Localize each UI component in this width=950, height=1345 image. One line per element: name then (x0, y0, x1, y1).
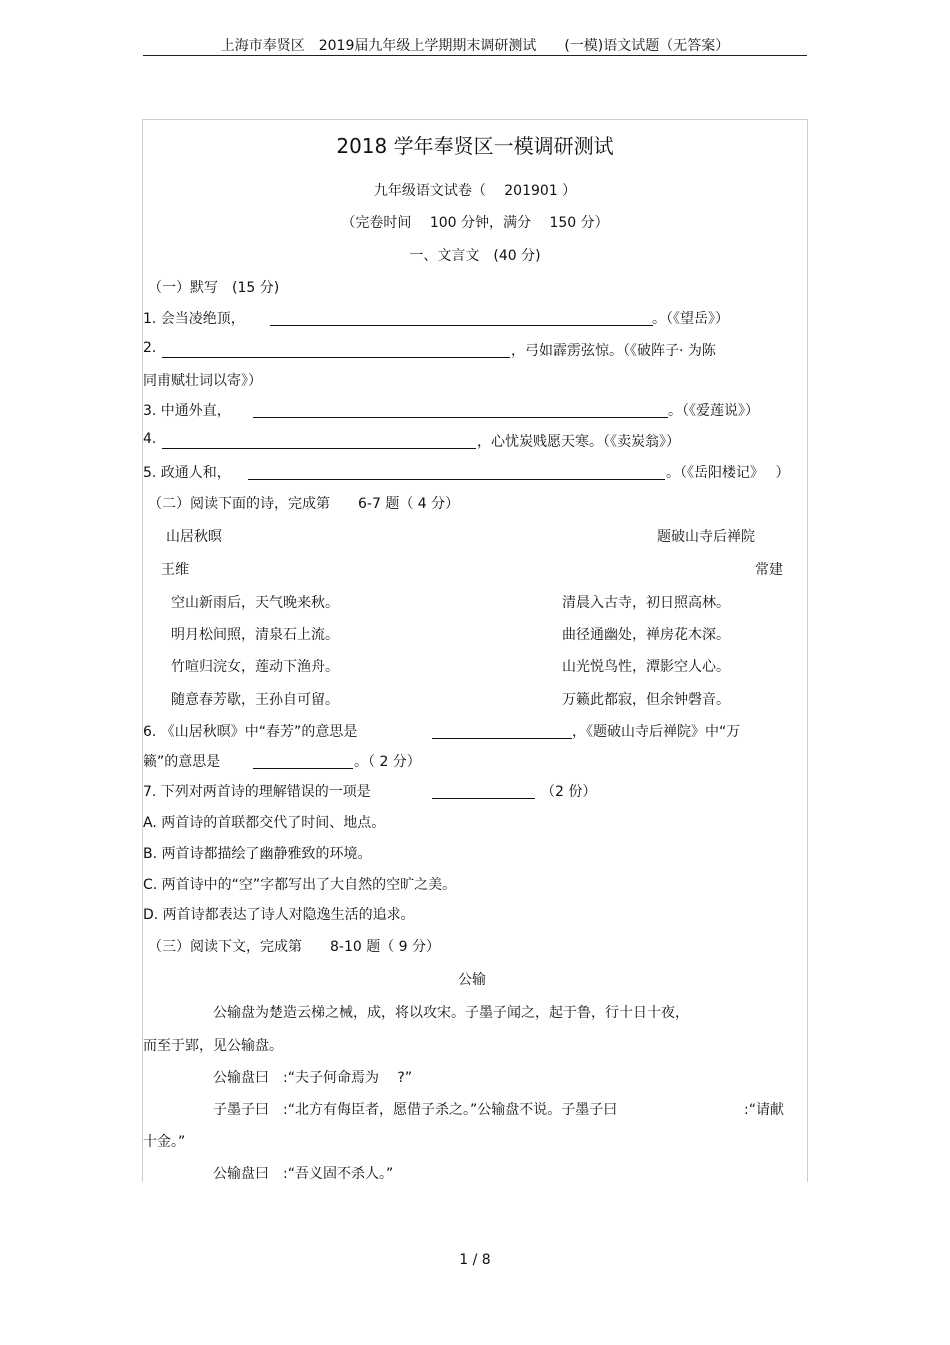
passage-paragraph: 公输盘为楚造云梯之械，成，将以攻宋。子墨子闻之，起于鲁，行十日十夜， (213, 1005, 689, 1021)
poem1-line: 明月松间照，清泉石上流。 (171, 627, 339, 643)
q3-prefix: 3. 中通外直， (143, 403, 231, 419)
passage-paragraph-tail: :“请献 (744, 1102, 784, 1118)
exam-subtitle: 九年级语文试卷（ 201901 ） (373, 183, 577, 199)
q7-text: 7. 下列对两首诗的理解错误的一项是 (143, 784, 371, 800)
poem2-line: 清晨入古寺，初日照高林。 (562, 595, 730, 611)
poem1-author: 王维 (161, 562, 189, 578)
option-c: C. 两首诗中的“空”字都写出了大自然的空旷之美。 (143, 877, 457, 893)
q6-text-a: 6. 《山居秋暝》中“春芳”的意思是 (143, 724, 358, 740)
page-number: 1 / 8 (459, 1252, 491, 1268)
q6-text-b: ，《题破山寺后禅院》中“万 (572, 724, 741, 740)
q4-answer-blank[interactable] (162, 434, 476, 449)
passage-title: 公输 (458, 972, 486, 988)
section-heading: 一、文言文 (40 分) (409, 248, 541, 264)
q6-text-d: 。（ 2 分） (354, 754, 421, 770)
poem2-line: 山光悦鸟性，潭影空人心。 (562, 659, 730, 675)
q7-points: （2 份） (541, 784, 597, 800)
exam-title: 2018 学年奉贤区一模调研测试 (336, 134, 614, 158)
passage-paragraph: 公输盘曰 :“吾义固不杀人。” (213, 1166, 394, 1182)
q2-suffix: ，弓如霹雳弦惊。（《破阵子· 为陈 (511, 343, 716, 359)
poem2-line: 万籁此都寂，但余钟磬音。 (562, 692, 730, 708)
q5-prefix: 5. 政通人和， (143, 465, 231, 481)
q3-answer-blank[interactable] (253, 403, 668, 418)
q4-suffix: ，心忧炭贱愿天寒。（《卖炭翁》） (477, 434, 680, 450)
q5-answer-blank[interactable] (248, 465, 665, 480)
exam-time-info: （完卷时间 100 分钟，满分 150 分） (341, 215, 609, 231)
q6-answer-blank-2[interactable] (253, 754, 353, 769)
q1-answer-blank[interactable] (270, 311, 653, 326)
q6-answer-blank-1[interactable] (432, 724, 572, 739)
poem1-line: 空山新雨后，天气晚来秋。 (171, 595, 339, 611)
part2-heading: （二）阅读下面的诗，完成第 6-7 题（ 4 分） (148, 496, 460, 512)
q2-prefix: 2. (143, 340, 157, 356)
q1-prefix: 1. 会当凌绝顶， (143, 311, 245, 327)
q6-text-c: 籁”的意思是 (143, 754, 221, 770)
q2-continuation: 同甫赋壮词以寄》） (143, 373, 262, 389)
poem2-line: 曲径通幽处，禅房花木深。 (562, 627, 730, 643)
q2-answer-blank[interactable] (162, 343, 510, 358)
page-header: 上海市奉贤区 2019届九年级上学期期末调研测试 (一模)语文试题（无答案） (220, 38, 730, 54)
q3-suffix: 。（《爱莲说》） (668, 403, 759, 419)
passage-paragraph: 公输盘曰 :“夫子何命焉为 ?” (213, 1070, 413, 1086)
poem2-title: 题破山寺后禅院 (657, 529, 755, 545)
passage-paragraph-cont: 十金。” (143, 1134, 186, 1150)
poem2-author: 常建 (755, 562, 783, 578)
q1-suffix: 。（《望岳》） (652, 311, 729, 327)
poem1-title: 山居秋暝 (166, 529, 222, 545)
header-rule (143, 55, 807, 56)
q4-prefix: 4. (143, 431, 157, 447)
option-a: A. 两首诗的首联都交代了时间、地点。 (143, 815, 386, 831)
option-b: B. 两首诗都描绘了幽静雅致的环境。 (143, 846, 372, 862)
passage-paragraph-cont: 而至于郢，见公输盘。 (143, 1038, 283, 1054)
question-1 (143, 308, 245, 328)
q5-suffix: 。（《岳阳楼记》 ） (666, 465, 790, 481)
poem1-line: 随意春芳歇，王孙自可留。 (171, 692, 339, 708)
part3-heading: （三）阅读下文，完成第 8-10 题（ 9 分） (148, 939, 441, 955)
option-d: D. 两首诗都表达了诗人对隐逸生活的追求。 (143, 907, 415, 923)
part1-heading: （一）默写 (15 分) (148, 280, 280, 296)
q7-answer-blank[interactable] (432, 784, 535, 799)
poem1-line: 竹喧归浣女，莲动下渔舟。 (171, 659, 339, 675)
passage-paragraph: 子墨子曰 :“北方有侮臣者，愿借子杀之。”公输盘不说。子墨子曰 (213, 1102, 618, 1118)
